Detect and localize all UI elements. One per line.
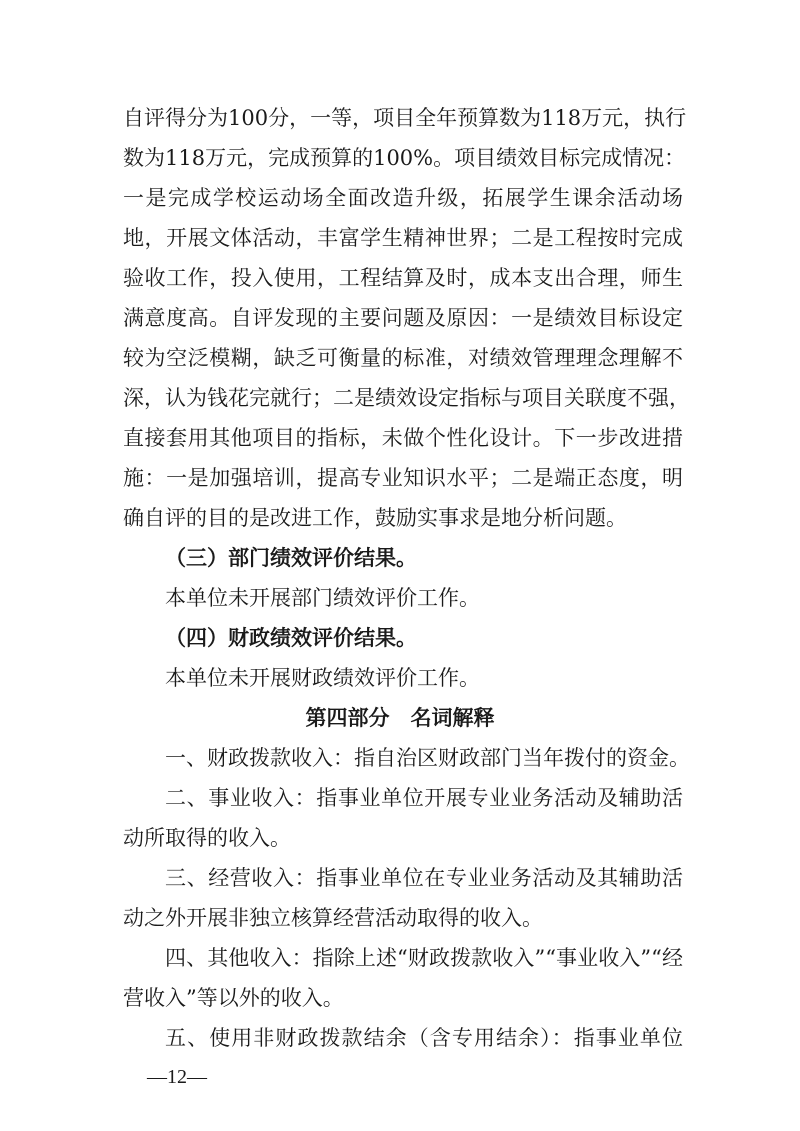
term-item-2-cont: 动所取得的收入。 bbox=[123, 826, 291, 850]
subsection-text-4: 本单位未开展财政绩效评价工作。 bbox=[165, 666, 480, 690]
body-line: 自评得分为100分，一等，项目全年预算数为118万元，执行 bbox=[123, 106, 687, 130]
body-line: 确自评的目的是改进工作，鼓励实事求是地分析问题。 bbox=[123, 506, 627, 530]
term-item-4: 四、其他收入：指除上述“财政拨款收入”“事业收入”“经 bbox=[165, 946, 683, 970]
body-line: 验收工作，投入使用，工程结算及时，成本支出合理，师生 bbox=[123, 266, 683, 290]
body-line: 深，认为钱花完就行；二是绩效设定指标与项目关联度不强， bbox=[123, 386, 690, 410]
term-item-4-cont: 营收入”等以外的收入。 bbox=[123, 986, 344, 1010]
body-line: 满意度高。自评发现的主要问题及原因：一是绩效目标设定 bbox=[123, 306, 683, 330]
body-line: 较为空泛模糊，缺乏可衡量的标准，对绩效管理理念理解不 bbox=[123, 346, 683, 370]
body-line: 数为118万元，完成预算的100%。项目绩效目标完成情况： bbox=[123, 146, 686, 170]
term-item-5: 五、使用非财政拨款结余（含专用结余）：指事业单位 bbox=[165, 1026, 683, 1050]
term-item-3-cont: 动之外开展非独立核算经营活动取得的收入。 bbox=[123, 906, 543, 930]
term-item-3: 三、经营收入：指事业单位在专业业务活动及其辅助活 bbox=[165, 866, 683, 890]
term-item-2: 二、事业收入：指事业单位开展专业业务活动及辅助活 bbox=[165, 786, 683, 810]
subsection-title-4: （四）财政绩效评价结果。 bbox=[165, 625, 417, 650]
term-item-1: 一、财政拨款收入：指自治区财政部门当年拨付的资金。 bbox=[165, 746, 690, 770]
body-line: 一是完成学校运动场全面改造升级，拓展学生课余活动场 bbox=[123, 186, 683, 210]
body-line: 直接套用其他项目的指标，未做个性化设计。下一步改进措 bbox=[123, 426, 683, 450]
page-number: —12— bbox=[147, 1066, 207, 1088]
subsection-title-3: （三）部门绩效评价结果。 bbox=[165, 545, 417, 570]
part-heading: 第四部分 名词解释 bbox=[305, 706, 495, 730]
body-line: 地，开展文体活动，丰富学生精神世界；二是工程按时完成 bbox=[123, 226, 683, 250]
body-line: 施：一是加强培训，提高专业知识水平；二是端正态度，明 bbox=[123, 466, 683, 490]
subsection-text-3: 本单位未开展部门绩效评价工作。 bbox=[165, 586, 480, 610]
